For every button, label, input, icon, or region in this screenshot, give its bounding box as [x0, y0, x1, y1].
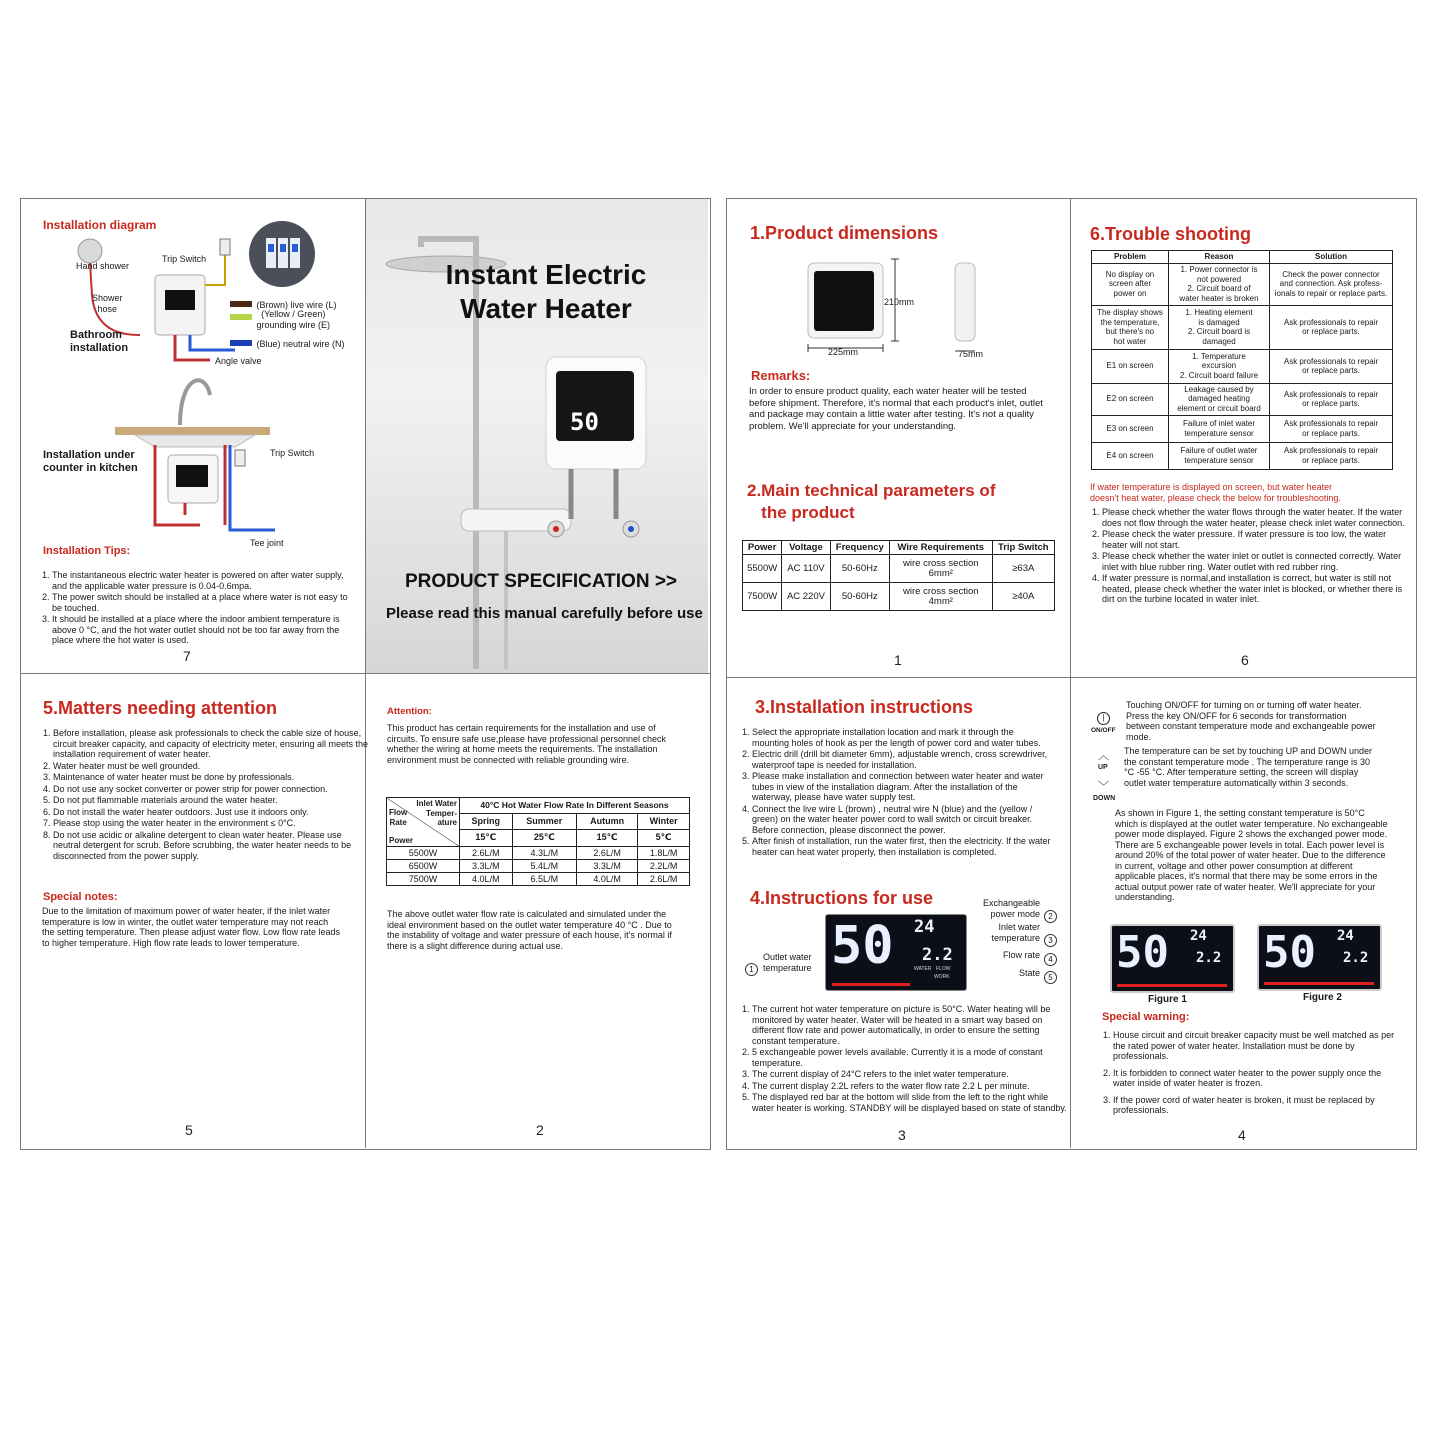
circle-4: 4 [1044, 953, 1057, 966]
header-power: Power [743, 541, 782, 555]
use-item: 5. The displayed red bar at the bottom will slide from the left to the right while water heater is working. STANDBY will be displayed based on state of standby. [752, 1092, 1070, 1113]
fig2-inlet-temp: 24 [1337, 928, 1354, 944]
table-cell: ≥40A [992, 583, 1054, 611]
header-voltage: Voltage [782, 541, 830, 555]
power-icon: | [1097, 712, 1110, 725]
table-cell: 4.0L/M [460, 873, 513, 886]
table-cell: Ask professionals to repair or replace parts. [1270, 383, 1393, 415]
remarks-text: In order to ensure product quality, each water heater will be tested before shipment. Therefore, it's normal that each product's inlet, outlet and package may contain a little water after testing. It's not a quality problem. We'll appreciate for your understanding. [749, 386, 1043, 432]
tech-params-title: 2.Main technical parameters of the product [747, 481, 996, 522]
page-number-1: 1 [894, 652, 902, 668]
table-cell: 7500W [387, 873, 460, 886]
lcd-diagram [825, 914, 967, 991]
table-cell: Ask professionals to repair or replace parts. [1270, 415, 1393, 442]
page-number-7: 7 [183, 648, 191, 664]
lcd-inlet-temp: 24 [914, 917, 935, 937]
table-cell: 3.3L/M [460, 860, 513, 873]
updown-text: The temperature can be set by touching UP and DOWN under the constant temperature mode . The temperature range is 30 °C -55 °C. After temperature setting, the screen will display outlet water temperature automatically within 3 seconds. [1124, 746, 1372, 788]
table-cell: 1. Power connector is not powered 2. Circuit board of water heater is broken [1169, 263, 1270, 305]
table-cell: wire cross section 6mm² [890, 555, 993, 583]
corner-flow: Flow Rate [389, 808, 408, 827]
matters-item: 7. Please stop using the water heater in the environment ≤ 0°C. [53, 818, 368, 829]
instruction-item: 4. Connect the live wire L (brown) , neutral wire N (blue) and the (yellow / green) on the water heater power cord to wall switch or circuit breaker. Before connection, please disconnect the power. [752, 804, 1052, 836]
lcd-work-label: WORK [934, 974, 950, 980]
warning-item: 3. If the power cord of water heater is broken, it must be replaced by professionals. [1113, 1095, 1398, 1116]
matters-item: 5. Do not put flammable materials around the water heater. [53, 795, 368, 806]
installation-diagram-title: Installation diagram [43, 218, 157, 232]
temp-cell: 5℃ [638, 829, 690, 846]
matters-item: 3. Maintenance of water heater must be done by professionals. [53, 772, 368, 783]
table-cell: 1. Temperature excursion 2. Circuit board failure [1169, 349, 1270, 383]
table-cell: AC 220V [782, 583, 830, 611]
attention-text: This product has certain requirements for the installation and use of circuits. To ensure safe use,please have professional personnel check whether the wiring at home meets the requirements. The installation environment must be connected with reliable grounding wire. [387, 723, 666, 765]
table-cell: Failure of outlet water temperature sensor [1169, 442, 1270, 469]
fig1-inlet-temp: 24 [1190, 928, 1207, 944]
use-list [742, 1004, 1070, 1114]
table-cell: 2.2L/M [638, 860, 690, 873]
trouble-shooting-table [1091, 250, 1393, 470]
table-cell: E1 on screen [1092, 349, 1169, 383]
table-cell: 5500W [743, 555, 782, 583]
span-header: 40°C Hot Water Flow Rate In Different Seasons [460, 798, 690, 814]
figure-1-caption: Figure 1 [1148, 994, 1187, 1005]
num-3 [1044, 930, 1057, 948]
temp-cell: 15℃ [577, 829, 638, 846]
instructions-use-title: 4.Instructions for use [750, 888, 934, 908]
blue-swatch [230, 340, 252, 346]
lcd-progress-bar [832, 983, 910, 986]
fig2-flow-rate: 2.2 [1343, 950, 1369, 966]
troubleshoot-note: If water temperature is displayed on screen, but water heater doesn't heat water, please check the below for troubleshooting. [1090, 482, 1341, 503]
figure-2-lcd [1257, 924, 1382, 991]
wire-legend [230, 295, 344, 348]
corner-inlet: Inlet Water Temper- ature [416, 799, 457, 827]
lbl-flow-rate: Flow rate [1002, 950, 1040, 960]
header-reason: Reason [1169, 251, 1270, 264]
product-dimensions-title: 1.Product dimensions [750, 223, 939, 243]
troubleshoot-item: 2. Please check the water pressure. If water pressure is too low, the water heater will not start. [1102, 529, 1412, 550]
table-cell: E4 on screen [1092, 442, 1169, 469]
matters-attention-title: 5.Matters needing attention [43, 698, 278, 718]
troubleshoot-item: 1. Please check whether the water flows through the water heater. If the water does not flow through the water heater, please check inlet water connection. [1102, 507, 1412, 528]
use-item: 1. The current hot water temperature on picture is 50°C. Water heating will be monitored by water heater. Water will be heated in a smart way based on different flow rate and power automatically, in order to ensure the setting constant temperature. [752, 1004, 1070, 1046]
installation-tips-title: Installation Tips: [43, 545, 131, 557]
header-problem: Problem [1092, 251, 1169, 264]
header-wire: Wire Requirements [890, 541, 993, 555]
onoff-label: ON/OFF [1091, 727, 1116, 734]
corner-power: Power [389, 835, 414, 845]
matters-item: 2. Water heater must be well grounded. [53, 761, 368, 772]
page-number-4: 4 [1238, 1127, 1246, 1143]
table-cell: Failure of inlet water temperature sensor [1169, 415, 1270, 442]
circle-3: 3 [1044, 934, 1057, 947]
page-number-2: 2 [536, 1122, 544, 1138]
table-cell: Ask professionals to repair or replace parts. [1270, 442, 1393, 469]
fig2-outlet-temp: 50 [1263, 927, 1316, 978]
fig1-outlet-temp: 50 [1116, 927, 1169, 978]
troubleshoot-item: 3. Please check whether the water inlet or outlet is connected correctly. Water inlet with blue rubber ring. Water outlet with red rubber ring. [1102, 551, 1412, 572]
up-label: UP [1098, 764, 1108, 771]
num-4 [1044, 949, 1057, 967]
table-cell: AC 110V [782, 555, 830, 583]
table-cell: wire cross section 4mm² [890, 583, 993, 611]
troubleshoot-list [1090, 507, 1412, 606]
header-trip: Trip Switch [992, 541, 1054, 555]
season-cell: Spring [460, 813, 513, 829]
cover-lcd-value: 50 [570, 408, 599, 436]
attention-title: Attention: [387, 706, 432, 717]
table-cell: 6.5L/M [512, 873, 576, 886]
table-cell: Ask professionals to repair or replace parts. [1270, 305, 1393, 349]
table-cell: ≥63A [992, 555, 1054, 583]
circle-5: 5 [1044, 971, 1057, 984]
table-cell: Leakage caused by damaged heating element or circuit board [1169, 383, 1270, 415]
circle-1: 1 [745, 963, 758, 976]
kitchen-installation-label: Installation under counter in kitchen [43, 449, 138, 474]
height-dimension: 210mm [884, 297, 915, 307]
temp-cell: 15℃ [460, 829, 513, 846]
instruction-item: 5. After finish of installation, run the water first, then the electricity. If the water heater can heat water properly, then installation is completed. [752, 836, 1052, 857]
use-item: 2. 5 exchangeable power levels available. Currently it is a mode of constant temperature. [752, 1047, 1070, 1068]
fig2-progress-bar [1264, 982, 1374, 985]
num-2 [1044, 906, 1057, 924]
remarks-title: Remarks: [751, 368, 811, 383]
special-warning-list [1103, 1030, 1398, 1117]
troubleshoot-item: 4. If water pressure is normal,and installation is correct, but water is still not heated, please check whether the water inlet is blocked, or whether there is dirt on the turbine located in water inlet. [1102, 573, 1412, 605]
tip-item: 1. The instantaneous electric water heater is powered on after water supply, and the applicable water pressure is 0.04-0.6mpa. [52, 570, 352, 591]
cover-read-note: Please read this manual carefully before use [386, 605, 703, 622]
special-warning-title: Special warning: [1102, 1011, 1190, 1023]
table-cell: 3.3L/M [577, 860, 638, 873]
table-cell: 4.0L/M [577, 873, 638, 886]
table-cell: 5.4L/M [512, 860, 576, 873]
use-item: 3. The current display of 24°C refers to the inlet water temperature. [752, 1069, 1070, 1080]
temp-cell: 25℃ [512, 829, 576, 846]
header-frequency: Frequency [830, 541, 889, 555]
season-cell: Winter [638, 813, 690, 829]
tee-joint-label: Tee joint [250, 538, 284, 548]
warning-item: 1. House circuit and circuit breaker capacity must be well matched as per the rated power of water heater. Installation must be done by professionals. [1113, 1030, 1398, 1062]
instruction-item: 1. Select the appropriate installation location and mark it through the mounting holes of hook as per the length of power cord and water tubes. [752, 727, 1052, 748]
up-chevron-icon: ︿ [1098, 750, 1109, 762]
lbl-inlet-temp: Inlet water temperature [991, 922, 1040, 943]
lbl-exchangeable-power: Exchangeable power mode [982, 898, 1040, 919]
use-item: 4. The current display 2.2L refers to the water flow rate 2.2 L per minute. [752, 1081, 1070, 1092]
page-number-5: 5 [185, 1122, 193, 1138]
lcd-outlet-temp: 50 [831, 916, 894, 976]
table-cell: 50-60Hz [830, 555, 889, 583]
special-notes-title: Special notes: [43, 891, 118, 903]
angle-valve-label: Angle valve [215, 356, 262, 366]
trouble-shooting-title: 6.Trouble shooting [1090, 224, 1251, 244]
matters-item: 1. Before installation, please ask professionals to check the cable size of house, circuit breaker capacity, and capacity of electricity meter, ensuring all meets the installation requirement of water heater. [53, 728, 368, 760]
cover-spec-heading: PRODUCT SPECIFICATION >> [405, 571, 678, 592]
table-cell: 1. Heating element is damaged 2. Circuit board is damaged [1169, 305, 1270, 349]
table-cell: 2.6L/M [577, 847, 638, 860]
page-number-3: 3 [898, 1127, 906, 1143]
season-cell: Summer [512, 813, 576, 829]
num-5 [1044, 967, 1057, 985]
cover-title: Instant Electric Water Heater [445, 259, 647, 324]
lbl-outlet-temp: Outlet water temperature [763, 952, 812, 973]
brown-wire-label: (Brown) live wire (L) [256, 300, 337, 310]
fig1-progress-bar [1117, 984, 1227, 987]
yellow-swatch [230, 314, 252, 320]
table-cell: 4.3L/M [512, 847, 576, 860]
table-cell: 2.6L/M [638, 873, 690, 886]
installation-instructions-title: 3.Installation instructions [755, 697, 974, 717]
trip-switch-label: Trip Switch [162, 254, 207, 264]
down-label: DOWN [1093, 795, 1116, 802]
width-dimension: 225mm [828, 347, 859, 357]
table-cell: 50-60Hz [830, 583, 889, 611]
num-1 [745, 959, 758, 977]
matters-list [41, 728, 368, 862]
depth-dimension: 75mm [958, 349, 984, 359]
table-cell: 7500W [743, 583, 782, 611]
table-cell: E3 on screen [1092, 415, 1169, 442]
matters-item: 6. Do not install the water heater outdoors. Just use it indoors only. [53, 807, 368, 818]
instruction-item: 3. Please make installation and connection between water heater and water tubes in view of the installation diagram. After the installation of the waterway, please have water supply test. [752, 771, 1052, 803]
table-cell: No display on screen after power on [1092, 263, 1169, 305]
corner-cell [387, 798, 460, 847]
left-mid [20, 673, 710, 674]
flow-rate-table [386, 797, 690, 886]
trip-switch-label-2: Trip Switch [270, 448, 315, 458]
tech-params-table [742, 540, 1055, 611]
bathroom-installation-label: Bathroom installation [70, 329, 129, 354]
blue-wire-label: (Blue) neutral wire (N) [256, 339, 345, 349]
table-cell: 1.8L/M [638, 847, 690, 860]
flow-rate-note: The above outlet water flow rate is calculated and simulated under the ideal environment based on the outlet water temperature 40 °C . Due to the instability of voltage and water pressure of each house, it's normal if there is a slight difference during actual use. [387, 909, 672, 951]
table-cell: 2.6L/M [460, 847, 513, 860]
warning-item: 2. It is forbidden to connect water heater to the power supply once the water inside of water heater is frozen. [1113, 1068, 1398, 1089]
table-cell: E2 on screen [1092, 383, 1169, 415]
circle-2: 2 [1044, 910, 1057, 923]
onoff-text: Touching ON/OFF for turning on or turning off water heater. Press the key ON/OFF for 6 seconds for transformation between constant temperature mode and exchangeable power mode. [1126, 700, 1376, 742]
down-chevron-icon: ﹀ [1098, 781, 1109, 793]
special-notes-text: Due to the limitation of maximum power of water heater, if the inlet water temperature is low in winter, the outlet water temperature may not reach the setting temperature. Then please adjust water flow. Low flow rate leads to higher temperature. High flow rate leads to lower temperature. [42, 906, 341, 948]
table-cell: Ask professionals to repair or replace parts. [1270, 349, 1393, 383]
header-solution: Solution [1270, 251, 1393, 264]
figure-explanation: As shown in Figure 1, the setting constant temperature is 50°C which is displayed at the outlet water temperature. No exchangeable power mode displayed. Figure 2 shows the exchanged power mode. There are 5 exchangeable power levels in total. Each power level is around 20% of the total power of water heater. Due to the difference in current, voltage and other power consumption at different applicable places, it's normal that there may be some errors in the actual output power rate of water heater. We'll appreciate for your understanding. [1115, 808, 1388, 902]
tip-item: 3. It should be installed at a place where the indoor ambient temperature is above 0 °C, and the hot water outlet should not be too far away from the place where the hot water is used. [52, 614, 352, 646]
matters-item: 8. Do not use acidic or alkaline detergent to clean water heater. Please use neutral detergent for scrub. Before scrubbing, the water heater needs to be disconnected from the power supply. [53, 830, 368, 862]
lbl-state: State [1018, 968, 1040, 978]
page-number-6: 6 [1241, 652, 1249, 668]
yellow-wire-label: (Yellow / Green) grounding wire (E) [256, 309, 330, 330]
installation-tips-list [40, 570, 352, 647]
hand-shower-label: Hand shower [76, 261, 130, 271]
tip-item: 2. The power switch should be installed at a place where water is not easy to be touched. [52, 592, 352, 613]
lcd-flow-label: FLOW [936, 966, 951, 972]
installation-instructions-list [742, 727, 1052, 858]
table-cell: The display shows the temperature, but there's no hot water [1092, 305, 1169, 349]
table-cell: 6500W [387, 860, 460, 873]
lcd-flow-rate: 2.2 [922, 945, 953, 965]
fig1-flow-rate: 2.2 [1196, 950, 1222, 966]
instruction-item: 2. Electric drill (drill bit diameter 6mm), adjustable wrench, cross screwdriver, waterproof tape is needed for installation. [752, 749, 1052, 770]
right-mid [726, 677, 1416, 678]
brown-swatch [230, 301, 252, 307]
figure-1-lcd [1110, 924, 1235, 993]
right-fold [1070, 198, 1071, 1148]
matters-item: 4. Do not use any socket converter or power strip for power connection. [53, 784, 368, 795]
table-cell: 5500W [387, 847, 460, 860]
table-cell: Check the power connector and connection. Ask profess- ionals to repair or replace parts. [1270, 263, 1393, 305]
shower-hose-label: Shower hose [92, 293, 123, 314]
lcd-water-label: WATER [914, 966, 932, 972]
figure-2-caption: Figure 2 [1303, 992, 1342, 1003]
breaker-icon [248, 220, 316, 288]
season-cell: Autumn [577, 813, 638, 829]
